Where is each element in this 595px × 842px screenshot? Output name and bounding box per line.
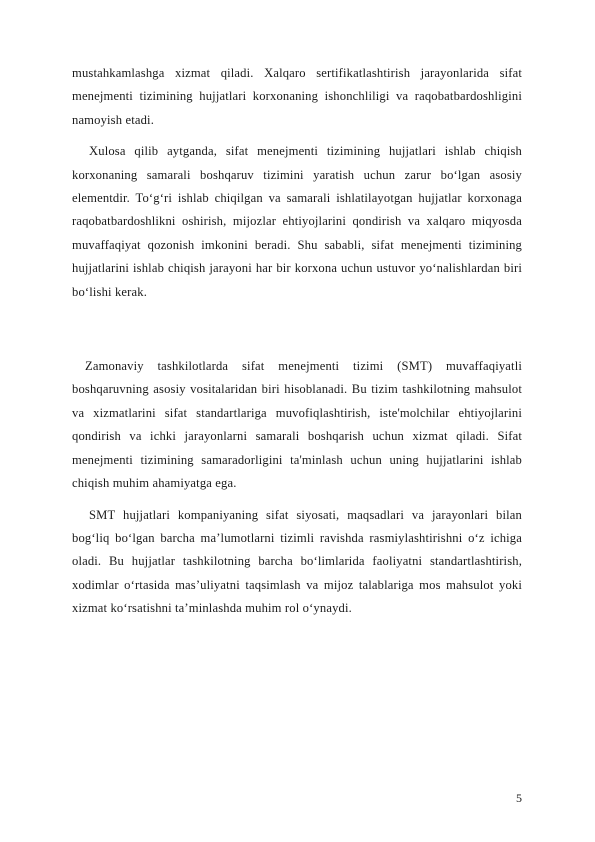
document-page [72, 62, 522, 621]
paragraph-smt-documents: SMT hujjatlari kompaniyaning sifat siyosati, maqsadlari va jarayonlari bilan bog‘liq bo‘lgan barcha ma’lumotlarni tizimli ravishda rasmiylashtirishni o‘z ichiga oladi. Bu hujjatlar tashkilotning barcha bo‘limlarida faoliyatni standartlashtirish, xodimlar o‘rtasida mas’uliyatni taqsimlash va mijoz talablariga mos mahsulot yoki xizmat ko‘rsatishni ta’minlashda muhim rol o‘ynaydi. [72, 507, 522, 616]
paragraph-smt-intro: Zamonaviy tashkilotlarda sifat menejmenti tizimi (SMT) muvaffaqiyatli boshqaruvning asosiy vositalaridan biri hisoblanadi. Bu tizim tashkilotning mahsulot va xizmatlarini sifat standartlariga muvofiqlashtirish, iste'molchilar ehtiyojlarini qondirish va ichki jarayonlarni samarali boshqarish uchun xizmat qiladi. Sifat menejmenti tizimining samaradorligini ta'minlash uchun uning hujjatlarini ishlab chiqish muhim ahamiyatga ega. [72, 359, 522, 491]
paragraph-continuation: mustahkamlashga xizmat qiladi. Xalqaro sertifikatlashtirish jarayonlarida sifat menejmenti tizimining hujjatlari korxonaning ishonchliligi va raqobatbardoshligini namoyish etadi. [72, 66, 522, 127]
page-number: 5 [516, 791, 522, 805]
paragraph-conclusion: Xulosa qilib aytganda, sifat menejmenti tizimining hujjatlari ishlab chiqish korxonaning samarali boshqaruv tizimini yaratish uchun zarur bo‘lgan asosiy elementdir. To‘g‘ri ishlab chiqilgan va samarali ishlatilayotgan hujjatlar korxonaga raqobatbardoshlikni oshirish, mijozlar ehtiyojlarini qondirish va xalqaro miqyosda muvaffaqiyat qozonish imkonini beradi. Shu sababli, sifat menejmenti tizimining hujjatlarini ishlab chiqish jarayoni har bir korxona uchun ustuvor yo‘nalishlardan biri bo‘lishi kerak. [72, 144, 522, 299]
